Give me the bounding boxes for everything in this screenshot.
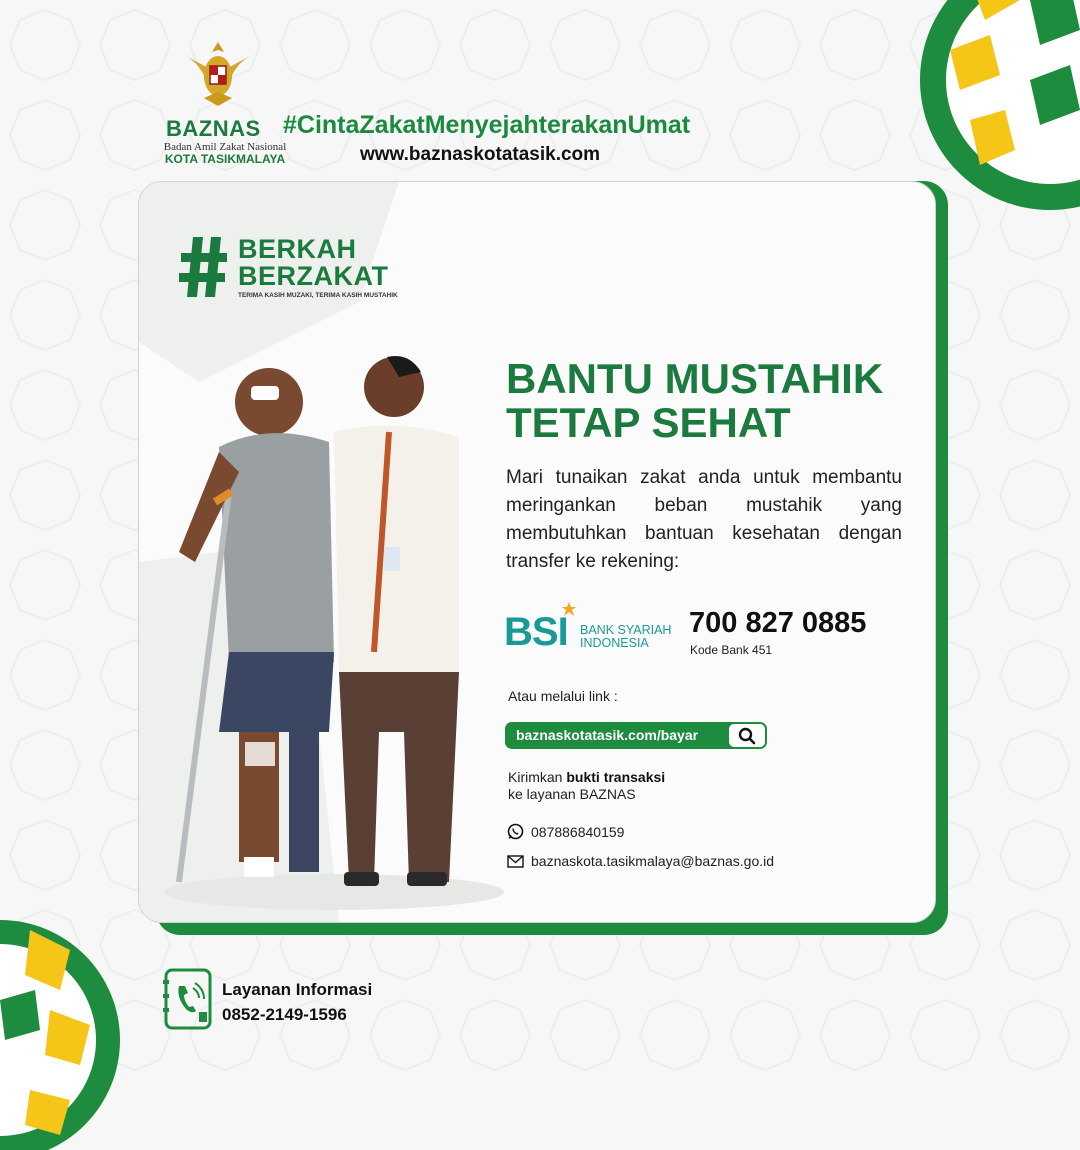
main-card	[138, 181, 936, 923]
islamic-ornament-bottom-left	[0, 890, 120, 1150]
bsi-name-line1: BANK SYARIAH	[580, 623, 672, 637]
body-text: Mari tunaikan zakat anda untuk membantu meringankan beban mustahik yang membutuhkan bantuan kesehatan dengan transfer ke rekening:	[506, 467, 902, 572]
account-number: 700 827 0885	[689, 607, 867, 639]
bsi-name	[580, 624, 671, 650]
org-name: BAZNAS	[166, 116, 261, 141]
campaign-hashtag: #CintaZakatMenyejahterakanUmat	[283, 111, 691, 139]
email-contact[interactable]	[507, 853, 774, 869]
headline-line1: BANTU MUSTAHIK	[506, 355, 884, 402]
payment-link[interactable]: baznaskotatasik.com/bayar	[516, 727, 699, 743]
campaign-title-line2: BERZAKAT	[238, 261, 389, 291]
search-button[interactable]	[729, 724, 765, 747]
headline	[506, 357, 883, 445]
campaign-tagline: TERIMA KASIH MUZAKI, TERIMA KASIH MUSTAHIK	[238, 292, 398, 299]
phone-service-icon	[163, 968, 213, 1030]
website-link[interactable]: www.baznaskotatasik.com	[360, 144, 601, 165]
bsi-logo	[504, 606, 679, 654]
search-icon	[738, 727, 756, 745]
email-address: baznaskota.tasikmalaya@baznas.go.id	[531, 853, 775, 869]
whatsapp-contact[interactable]	[507, 823, 624, 840]
bank-code: Kode Bank 451	[690, 643, 773, 657]
mustahik-photo	[159, 352, 509, 912]
whatsapp-icon	[507, 823, 524, 840]
info-service-phone[interactable]: 0852-2149-1596	[222, 1005, 347, 1024]
proof-instruction-line2: ke layanan BAZNAS	[508, 786, 636, 802]
headline-line2: TETAP SEHAT	[506, 399, 791, 446]
proof-bold: bukti transaksi	[566, 769, 666, 785]
proof-prefix: Kirimkan	[508, 769, 567, 785]
mail-icon	[507, 855, 524, 868]
campaign-title-line1: BERKAH	[238, 234, 357, 264]
org-city: KOTA TASIKMALAYA	[164, 152, 286, 166]
payment-link-bar[interactable]	[505, 722, 767, 749]
garuda-emblem-icon	[180, 36, 256, 112]
bsi-logo-text: BSI	[504, 610, 568, 654]
star-icon	[562, 602, 576, 616]
hash-icon	[179, 237, 229, 297]
link-label: Atau melalui link :	[508, 688, 618, 704]
whatsapp-number: 087886840159	[531, 823, 625, 840]
info-service-label: Layanan Informasi	[222, 980, 373, 999]
bsi-name-line2: INDONESIA	[580, 636, 649, 650]
org-subtitle: Badan Amil Zakat Nasional	[163, 141, 287, 153]
proof-instruction-line1	[508, 769, 665, 785]
